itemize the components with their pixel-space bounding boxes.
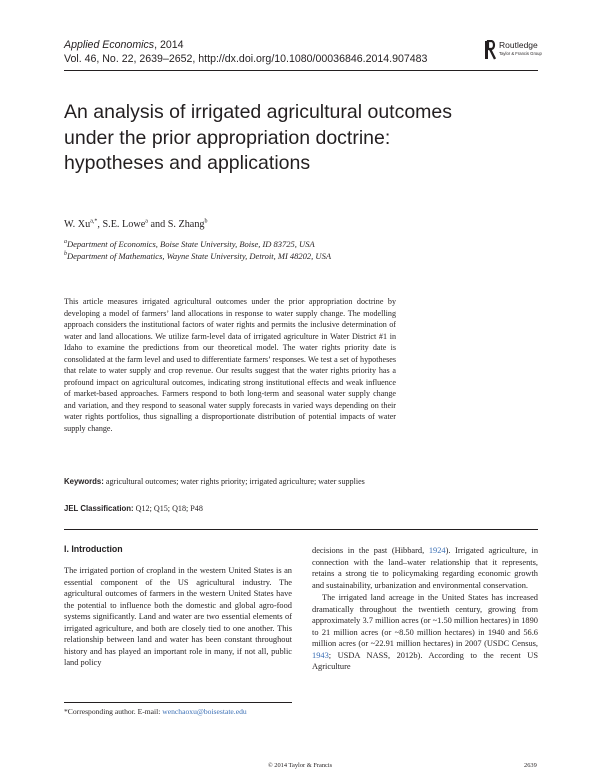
keywords <box>64 476 396 488</box>
affiliation-text: Department of Economics, Boise State University, Boise, ID 83725, USA <box>67 239 315 249</box>
section-rule <box>64 529 538 530</box>
footnote-label: *Corresponding author. E-mail: <box>64 707 163 716</box>
page-number: 2639 <box>524 762 537 769</box>
header-rule <box>64 70 538 71</box>
paragraph <box>312 592 538 673</box>
journal-year: , 2014 <box>154 39 184 51</box>
keywords-label: Keywords: <box>64 477 104 486</box>
paragraph <box>312 545 538 591</box>
paragraph-text: decisions in the past (Hibbard, <box>312 546 429 555</box>
author-separator: , <box>97 219 103 230</box>
affiliation <box>64 239 315 249</box>
journal-header <box>64 38 427 66</box>
author-separator: and <box>147 219 168 230</box>
publisher-subname: Taylor & Francis Group <box>499 51 542 56</box>
email-link[interactable]: wenchaoxu@boisestate.edu <box>162 707 247 716</box>
paragraph-text: The irrigated land acreage in the United States has increased dramatically throughout the twentieth century, growing from approximately 3.7 million acres (or ~1.50 million hectares) in 1890 to 21 million acres (or ~8.50 million hectares) in 1940 and 56.6 million acres (or ~22.91 million hectares) in 2007 (USDC Census, <box>312 593 538 648</box>
author-name: W. Xu <box>64 219 91 230</box>
article-title: An analysis of irrigated agricultural outcomes under the prior appropriation doctrine: hypotheses and applications <box>64 101 453 174</box>
journal-citation[interactable]: Vol. 46, No. 22, 2639–2652, http://dx.doi.org/10.1080/00036846.2014.907483 <box>64 53 428 65</box>
footnote-rule <box>64 702 292 703</box>
author-list <box>64 219 208 230</box>
author-affiliation-marker: b <box>204 218 208 225</box>
paragraph: The irrigated portion of cropland in the western United States is an essential component of the US agricultural industry. The agricultural outcomes of farmers in the western United States have the potential to influence both the domestic and global agro-food systems significantly. Land and water are two essential elements of irrigated agriculture, and both are closely tied to one another. This relationship between land and water has been constant throughout history and has played an important role in many, if not all, public land policy <box>64 566 292 667</box>
author-affiliation-marker: a <box>145 218 148 225</box>
section-heading: I. Introduction <box>64 544 123 554</box>
abstract: This article measures irrigated agricultural outcomes under the prior appropriation doctrine by developing a model of farmers’ land allocations in response to water supply change. The modelling approach considers the institutional factors of water rights and permits the inclusive determination of water and land allocations. We utilize farm-level data of irrigated agriculture in Water District #1 in Idaho to examine the predictions from our theoretical model. The water rights priority date is consolidated at the farm level and used to differentiate farmers’ responses. We test a set of hypotheses that relate to water supply and crop revenue. Our results suggest that the water rights priority has a profound impact on agricultural outcomes, indicating strong institutional effects and weak influence of market-based approaches. Farmers respond to both long-term and seasonal water supply change and variation, and they respond to seasonal water supply forecasts in varied ways depending on their water rights portfolios, thus signalling a disproportionate distribution of potential impacts of water supply change. <box>64 297 396 434</box>
citation-link[interactable]: 1924 <box>428 546 446 555</box>
author-name: S. Zhang <box>167 219 205 230</box>
routledge-r-icon <box>484 40 496 60</box>
jel-classification <box>64 504 203 513</box>
author-name: S.E. Lowe <box>102 219 146 230</box>
publisher-logo <box>484 40 564 62</box>
body-column-left <box>64 565 292 669</box>
affiliation <box>64 251 331 261</box>
jel-label: JEL Classification: <box>64 504 134 513</box>
paragraph-text: ). Irrigated agriculture, in connection with the land–water relationship that it represents, retains a strong tie to policymaking regarding economic growth and sustainability, urbanization and environmental conservation. <box>312 546 539 590</box>
footnote <box>64 707 247 716</box>
affiliation-marker: a <box>64 239 67 246</box>
author-affiliation-marker: a,* <box>90 218 98 225</box>
affiliation-text: Department of Mathematics, Wayne State University, Detroit, MI 48202, USA <box>67 251 332 261</box>
keywords-text: agricultural outcomes; water rights priority; irrigated agriculture; water supplies <box>105 477 365 486</box>
journal-name: Applied Economics <box>64 39 155 51</box>
paragraph-text: ; USDA NASS, 2012b). According to the recent US Agriculture <box>312 650 538 671</box>
jel-codes: Q12; Q15; Q18; P48 <box>135 504 203 513</box>
body-column-right <box>312 545 538 673</box>
affiliation-marker: b <box>64 251 67 258</box>
copyright: © 2014 Taylor & Francis <box>267 762 333 769</box>
publisher-name: Routledge <box>499 40 538 50</box>
citation-link[interactable]: 1943 <box>312 650 329 660</box>
